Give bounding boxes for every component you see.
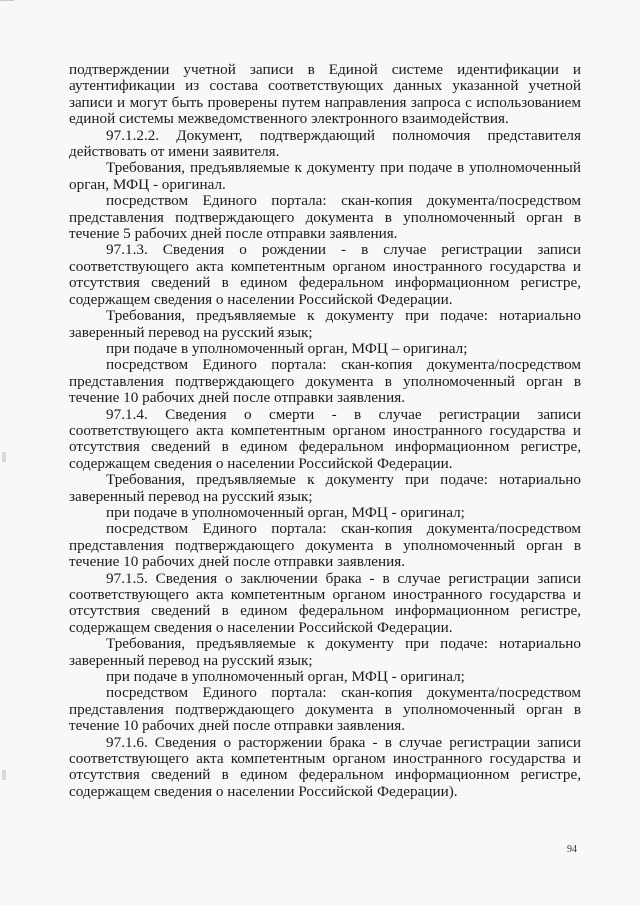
scan-corner-mark bbox=[0, 0, 14, 6]
binding-mark bbox=[2, 770, 6, 780]
document-body bbox=[69, 62, 581, 800]
binding-mark bbox=[2, 452, 6, 462]
document-paragraph: Требования, предъявляемые к документу при подаче: нотариально заверенный перевод на русский язык; bbox=[69, 307, 581, 341]
document-paragraph: подтверждении учетной записи в Единой системе идентификации и аутентификации из состава соответствующих данных указанной учетной записи и могут быть проверены путем направления запроса с использованием единой системы межведомственного электронного взаимодействия. bbox=[69, 61, 581, 128]
document-paragraph: при подаче в уполномоченный орган, МФЦ – оригинал; bbox=[106, 339, 468, 357]
document-paragraph: 97.1.3. Сведения о рождении - в случае регистрации записи соответствующего акта компетентным органом иностранного государства и отсутствия сведений в едином федеральном информационном регистре, содержащем сведения о населении Российской Федерации. bbox=[69, 241, 581, 308]
document-paragraph: Требования, предъявляемые к документу при подаче: нотариально заверенный перевод на русский язык; bbox=[69, 635, 581, 669]
document-paragraph: 97.1.6. Сведения о расторжении брака - в случае регистрации записи соответствующего акта компетентным органом иностранного государства и отсутствия сведений в едином федеральном информационном регистре, содержащем сведения о населении Российской Федерации). bbox=[69, 733, 581, 800]
document-paragraph: посредством Единого портала: скан-копия документа/посредством представления подтверждающего документа в уполномоченный орган в течение 5 рабочих дней после отправки заявления. bbox=[69, 192, 581, 243]
document-paragraph: при подаче в уполномоченный орган, МФЦ - оригинал; bbox=[106, 668, 465, 686]
document-paragraph: Требования, предъявляемые к документу при подаче: нотариально заверенный перевод на русский язык; bbox=[69, 471, 581, 505]
document-paragraph: 97.1.2.2. Документ, подтверждающий полномочия представителя действовать от имени заявителя. bbox=[69, 126, 581, 161]
document-paragraph: посредством Единого портала: скан-копия документа/посредством представления подтверждающего документа в уполномоченный орган в течение 10 рабочих дней после отправки заявления. bbox=[69, 520, 581, 571]
document-paragraph: посредством Единого портала: скан-копия документа/посредством представления подтверждающего документа в уполномоченный орган в течение 10 рабочих дней после отправки заявления. bbox=[69, 684, 581, 735]
document-paragraph: 97.1.4. Сведения о смерти - в случае регистрации записи соответствующего акта компетентным органом иностранного государства и отсутствия сведений в едином федеральном информационном регистре, содержащем сведения о населении Российской Федерации. bbox=[69, 405, 581, 472]
document-paragraph: при подаче в уполномоченный орган, МФЦ - оригинал; bbox=[106, 503, 465, 521]
document-paragraph: 97.1.5. Сведения о заключении брака - в случае регистрации записи соответствующего акта компетентным органом иностранного государства и отсутствия сведений в едином федеральном информационном регистре, содержащем сведения о населении Российской Федерации. bbox=[69, 569, 581, 636]
page-number: 94 bbox=[567, 844, 577, 855]
document-paragraph: посредством Единого портала: скан-копия документа/посредством представления подтверждающего документа в уполномоченный орган в течение 10 рабочих дней после отправки заявления. bbox=[69, 356, 581, 407]
document-paragraph: Требования, предъявляемые к документу при подаче в уполномоченный орган, МФЦ - оригинал. bbox=[69, 159, 581, 193]
